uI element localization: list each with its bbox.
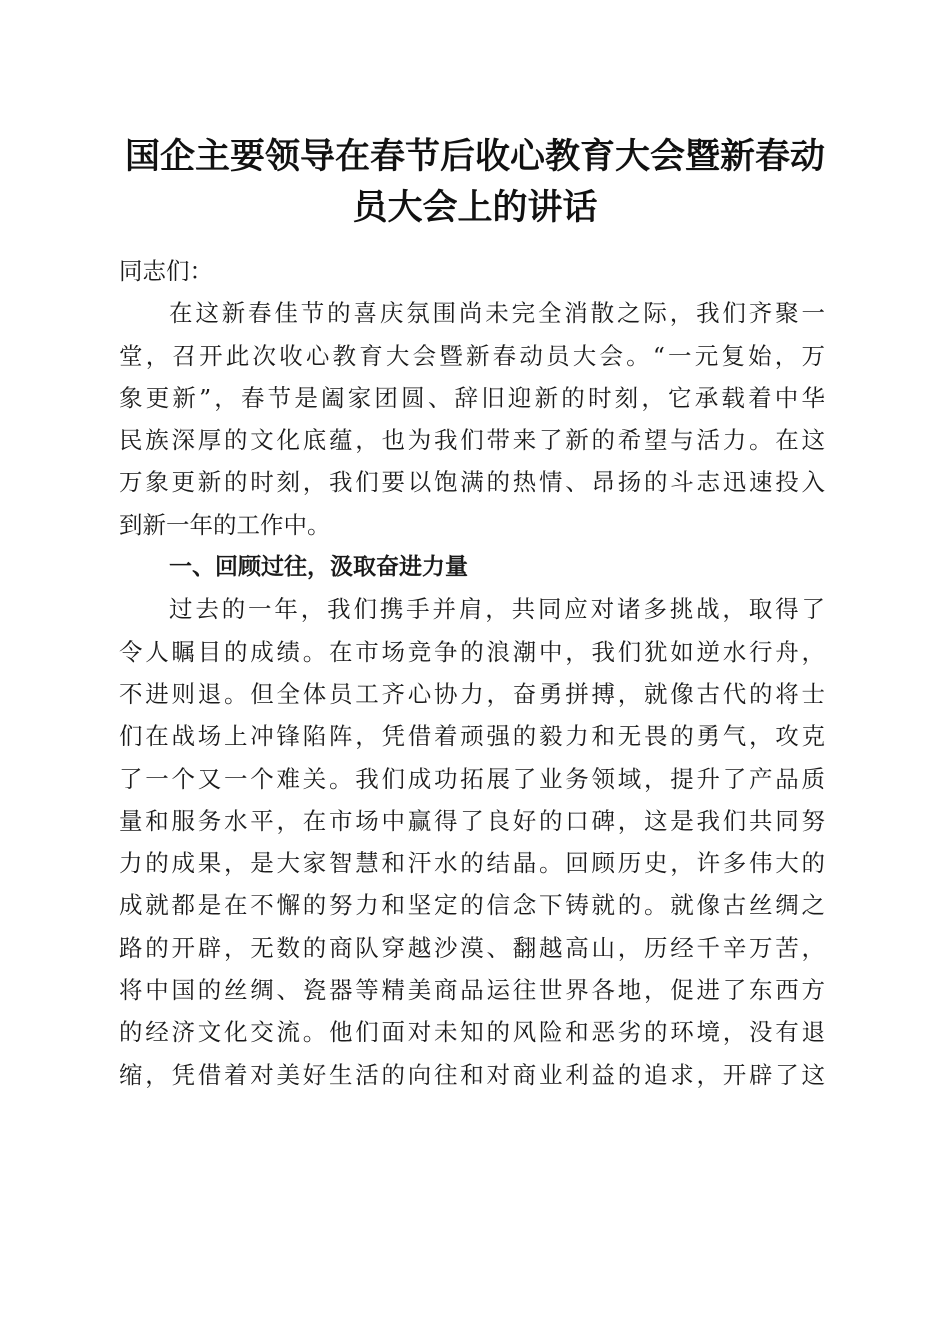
- text-line: 量和服务水平，在市场中赢得了良好的口碑，这是我们共同努: [119, 806, 825, 835]
- text-line: 们在战场上冲锋陷阵，凭借着顽强的毅力和无畏的勇气，攻克: [119, 722, 825, 751]
- text-line: 万象更新的时刻，我们要以饱满的热情、昂扬的斗志迅速投入: [119, 468, 825, 497]
- title-line: 员大会上的讲话: [352, 188, 598, 228]
- text-line: 过去的一年，我们携手并肩，共同应对诸多挑战，取得了: [169, 595, 825, 624]
- document-title: [100, 132, 850, 234]
- text-line: 将中国的丝绸、瓷器等精美商品运往世界各地，促进了东西方: [119, 976, 825, 1005]
- text-line: 堂，召开此次收心教育大会暨新春动员大会。“一元复始，万: [119, 341, 825, 370]
- text-line: 在这新春佳节的喜庆氛围尚未完全消散之际，我们齐聚一: [169, 299, 825, 328]
- paragraph-intro: [119, 292, 825, 546]
- text-line: 到新一年的工作中。: [119, 510, 331, 539]
- text-line: 了一个又一个难关。我们成功拓展了业务领域，提升了产品质: [119, 764, 825, 793]
- text-line: 不进则退。但全体员工齐心协力，奋勇拼搏，就像古代的将士: [119, 679, 825, 708]
- text-line: 令人瞩目的成绩。在市场竞争的浪潮中，我们犹如逆水行舟，: [119, 637, 825, 666]
- paragraph-review: [119, 588, 825, 1096]
- salutation: 同志们：: [119, 257, 213, 285]
- text-line: 的经济文化交流。他们面对未知的风险和恶劣的环境，没有退: [119, 1018, 825, 1047]
- section-heading: 一、回顾过往，汲取奋进力量: [169, 554, 468, 581]
- text-line: 缩，凭借着对美好生活的向往和对商业利益的追求，开辟了这: [119, 1060, 825, 1089]
- document-body: [119, 250, 825, 1096]
- title-line: 国企主要领导在春节后收心教育大会暨新春动: [124, 137, 825, 177]
- text-line: 民族深厚的文化底蕴，也为我们带来了新的希望与活力。在这: [119, 426, 825, 455]
- text-line: 象更新”，春节是阖家团圆、辞旧迎新的时刻，它承载着中华: [119, 383, 825, 412]
- text-line: 力的成果，是大家智慧和汗水的结晶。回顾历史，许多伟大的: [119, 849, 825, 878]
- text-line: 成就都是在不懈的努力和坚定的信念下铸就的。就像古丝绸之: [119, 891, 825, 920]
- text-line: 路的开辟，无数的商队穿越沙漠、翻越高山，历经千辛万苦，: [119, 933, 825, 962]
